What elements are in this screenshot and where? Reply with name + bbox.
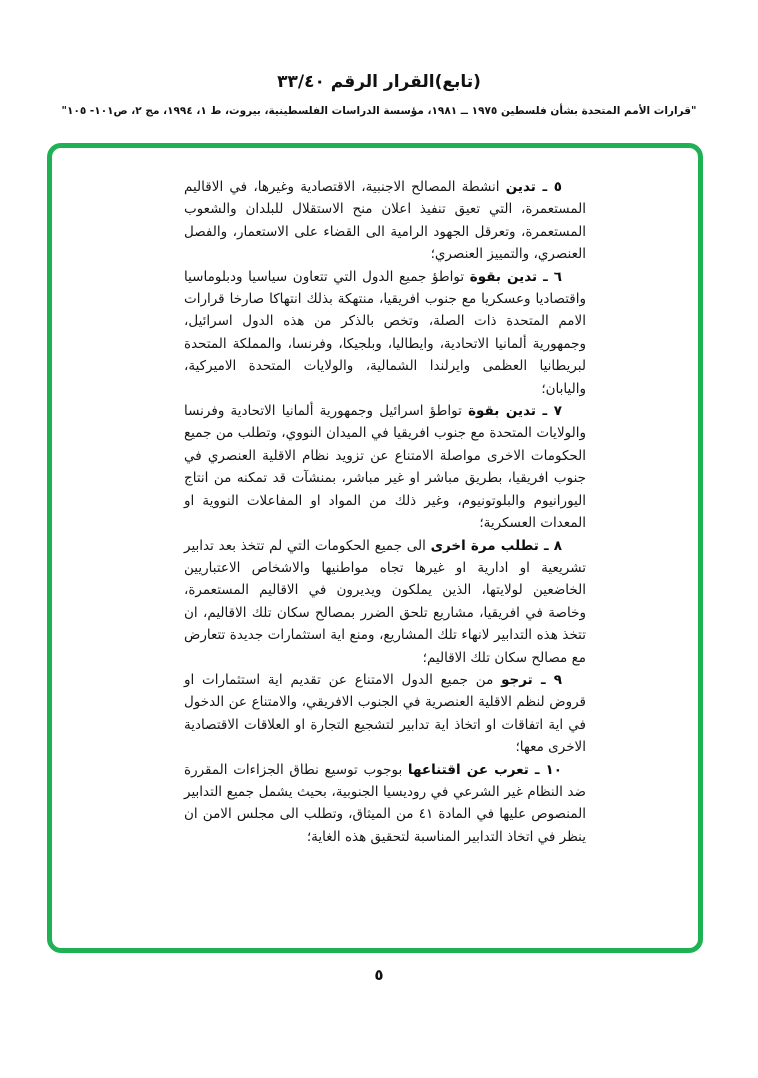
- paragraph-lead: ٩ ـ ترجو: [501, 671, 562, 688]
- paragraph: [184, 400, 586, 534]
- paragraph-lead: ٥ ـ تدين: [505, 179, 562, 195]
- paragraph-lead: ٦ ـ تدين بقوة: [469, 268, 562, 285]
- page-number: ٥: [374, 966, 384, 984]
- paragraph: [184, 535, 586, 669]
- paragraph-text: تواطؤ اسرائيل وجمهورية ألمانيا الاتحادية وفرنسا والولايات المتحدة مع جنوب افريقيا في الميدان النووي، وتطلب من جميع الحكومات الاخرى مواصلة الامتناع عن تزويد نظام الاقلية العنصري في جنوب افريقيا، بطريق مباشر او غير مباشر، بمنشآت قد تمكنه من انتاج اليورانيوم والبلوتونيوم، وغير ذلك من المواد او المفاعلات النووية او المعدات العسكرية؛: [184, 403, 586, 532]
- paragraph: [184, 759, 586, 849]
- source-citation: "قرارات الأمم المتحدة بشأن فلسطين ١٩٧٥ ــ ١٩٨١، مؤسسة الدراسات الفلسطينية، بيروت، ط ١، ١٩٩٤، مج ٢، ص١٠١- ١٠٥": [61, 105, 697, 117]
- paragraph-lead: ١٠ ـ تعرب عن اقتناعها: [407, 761, 563, 778]
- paragraph-text: تواطؤ جميع الدول التي تتعاون سياسيا ودبلوماسيا واقتصاديا وعسكريا مع جنوب افريقيا، منتهكة بذلك انتهاكا صارخا قرارات الامم المتحدة ذات الصلة، وتخص بالذكر من هذه الدول اسرائيل، وجمهورية ألمانيا الاتحادية، وايطاليا، وبلجيكا، وفرنسا، والمملكة المتحدة لبريطانيا العظمى وايرلندا الشمالية، والولايات المتحدة الاميركية، واليابان؛: [184, 268, 586, 397]
- paragraph: [184, 266, 586, 400]
- paragraph: [184, 176, 586, 266]
- paragraph-text: الى جميع الحكومات التي لم تتخذ بعد تدابير تشريعية او ادارية او غيرها تجاه مواطنيها والاشخاص الاعتباريين الخاضعين لولايتها، الذين يملكون ويديرون في الاقاليم المستعمرة، وخاصة في افريقيا، مشاريع تلحق الضرر بمصالح سكان تلك الاقاليم، ان تتخذ هذه التدابير لانهاء تلك المشاريع، ومنع اية استثمارات جديدة تتعارض مع مصالح سكان تلك الاقاليم؛: [184, 537, 586, 666]
- paragraph-text: بوجوب توسيع نطاق الجزاءات المقررة ضد النظام غير الشرعي في روديسيا الجنوبية، بحيث يشمل جميع التدابير المنصوص عليها في المادة ٤١ من الميثاق، وتطلب الى مجلس الامن ان ينظر في اتخاذ التدابير المناسبة لتحقيق هذه الغاية؛: [184, 761, 587, 845]
- paragraph-lead: ٧ ـ تدين بقوة: [468, 403, 562, 420]
- paragraph-text: من جميع الدول الامتناع عن تقديم اية استثمارات او قروض لنظم الاقلية العنصرية في الجنوب الافريقي، والامتناع عن الدخول في اية اتفاقات او اتخاذ اية تدابير لتشجيع التجارة او العلاقات الاقتصادية الاخرى معها؛: [184, 671, 586, 756]
- paragraph-lead: ٨ ـ تطلب مرة اخرى: [430, 537, 562, 554]
- paragraph-text: انشطة المصالح الاجنبية، الاقتصادية وغيرها، في الاقاليم المستعمرة، التي تعيق تنفيذ اعلان منح الاستقلال للبلدان والشعوب المستعمرة، وتعرقل الجهود الرامية الى القضاء على الاستعمار، والفصل العنصري، والتمييز العنصري؛: [184, 179, 586, 263]
- resolution-body: [184, 176, 586, 848]
- paragraph: [184, 669, 586, 759]
- page-title: (تابع)القرار الرقم ٣٣/٤٠: [277, 72, 481, 92]
